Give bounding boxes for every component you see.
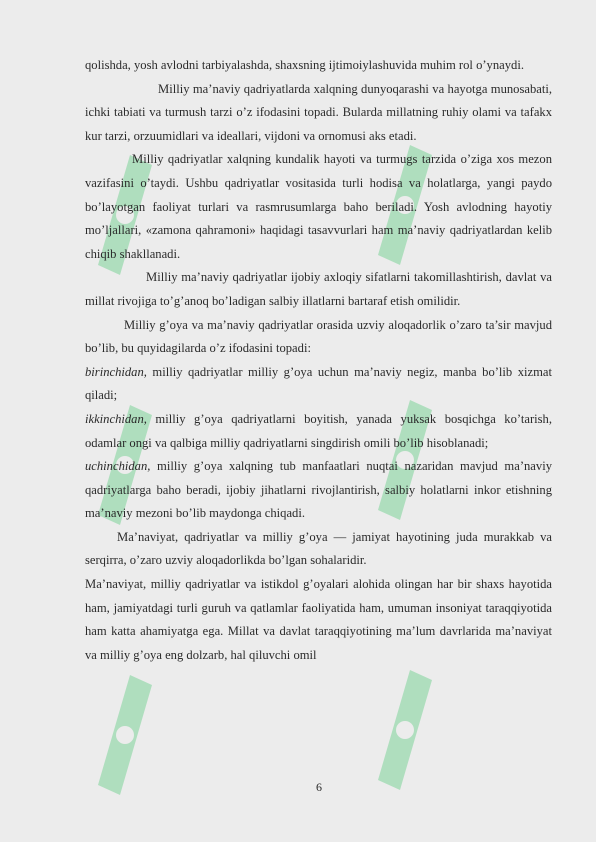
paragraph: Milliy ma’naviy qadriyatlarda xalqning dunyoqarashi va hayotga munosabati, ichki tabiati va turmush tarzi o’z ifodasini topadi. Bularda millatning ruhiy olami va tafakx kur tarzi, orzuumidlari va ideallari, vijdoni va ornomusi aks etadi.	[85, 81, 552, 143]
list-item-text: milliy g’oya qadriyatlarni boyitish, yanada yuksak bosqichga ko’tarish, odamlar ongi va qalbiga milliy qadriyatlarni singdirish omili bo’lib hisoblanadi;	[85, 411, 552, 450]
list-item	[85, 408, 552, 455]
list-item-lead: birinchidan,	[85, 364, 147, 379]
list-item	[85, 361, 552, 408]
paragraph: qolishda, yosh avlodni tarbiyalashda, shaxsning ijtimoiylashuvida muhim rol o’ynaydi.	[85, 58, 524, 72]
list-item-lead: ikkinchidan,	[85, 411, 147, 426]
paragraph: Milliy g’oya va ma’naviy qadriyatlar orasida uzviy aloqadorlik o’zaro ta’sir mavjud bo’lib, bu quyidagilarda o’z ifodasini topadi:	[85, 317, 552, 356]
body-text	[85, 54, 552, 667]
paragraph: Ma’naviyat, qadriyatlar va milliy g’oya — jamiyat hayotining juda murakkab va serqirra, o’zaro uzviy aloqadorlikda bo’lgan sohalaridir.	[85, 529, 552, 568]
paragraph: Ma’naviyat, milliy qadriyatlar va istikdol g’oyalari alohida olingan har bir shaxs hayotida ham, jamiyatdagi turli guruh va qatlamlar faoliyatida ham, umuman insoniyat taraqqiyotida ham katta ahamiyatga ega. Millat va davlat taraqqiyotining ma’lum davrlarida ma’naviyat va milliy g’oya eng dolzarb, hal qiluvchi omil	[85, 577, 552, 662]
list-item-text: milliy g’oya xalqning tub manfaatlari nuqtai nazaridan mavjud ma’naviy qadriyatlarga baho beradi, ijobiy jihatlarni rivojlantirish, salbiy holatlarni inkor etishning ma’naviy mezoni bo’lib maydonga chiqadi.	[85, 459, 552, 521]
watermark-logo-icon	[370, 665, 440, 795]
paragraph: Milliy qadriyatlar xalqning kundalik hayoti va turmugs tarzida o’ziga xos mezon vazifasini o’taydi. Ushbu qadriyatlar vositasida turli hodisa va holatlarga, yangi paydo bo’layotgan faoliyat turlari va rasmrusumlarga baho beriladi. Yosh avlodning hayotiy mo’ljallari, «zamona qahramoni» haqidagi tasavvurlari ham ma’naviy qadriyatlardan kelib chiqib shakllanadi.	[85, 152, 552, 261]
page-number: 6	[316, 780, 322, 794]
paragraph: Milliy ma’naviy qadriyatlar ijobiy axloqiy sifatlarni takomillashtirish, davlat va millat rivojiga to’g’anoq bo’ladigan salbiy illatlarni bartaraf etish omilidir.	[85, 270, 552, 308]
list-item-lead: uchinchidan,	[85, 459, 151, 474]
list-item	[85, 455, 552, 526]
list-item-text: milliy qadriyatlar milliy g’oya uchun ma’naviy negiz, manba bo’lib xizmat qiladi;	[85, 364, 552, 403]
